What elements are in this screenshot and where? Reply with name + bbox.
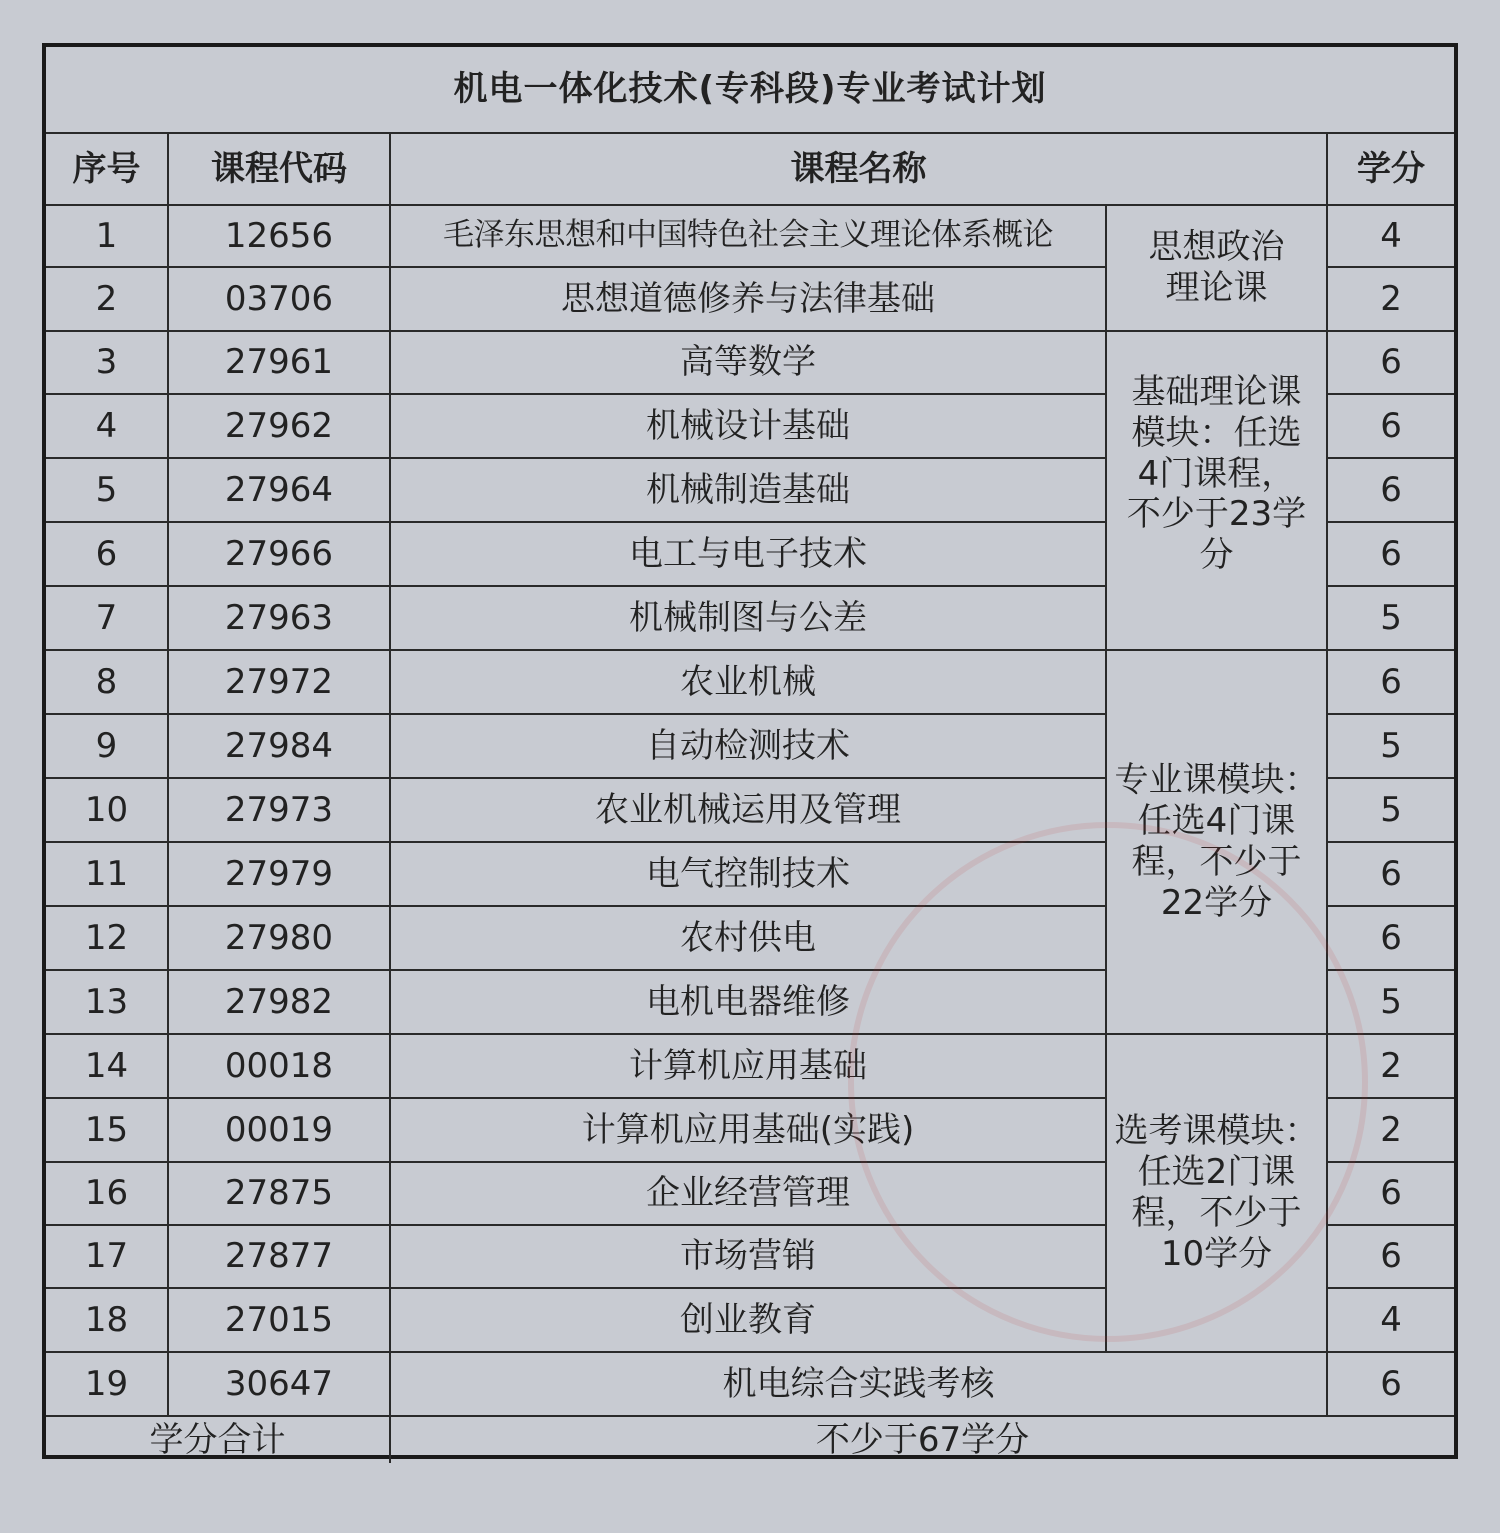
row-credit: 6	[1327, 331, 1454, 394]
module-major-line2: 任选4门课	[1137, 801, 1296, 842]
module-elective-line4: 10学分	[1160, 1233, 1273, 1274]
row-code: 30647	[168, 1352, 390, 1416]
module-basic-line5: 分	[1199, 535, 1234, 576]
table-row	[46, 1034, 1454, 1098]
module-major-line3: 程，不少于	[1131, 842, 1302, 882]
row-code: 27961	[168, 331, 390, 394]
row-code: 27962	[168, 394, 390, 458]
row-credit: 5	[1327, 714, 1454, 778]
module-elective-line2: 任选2门课	[1137, 1152, 1296, 1193]
header-seq: 序号	[46, 133, 168, 205]
row-name: 电机电器维修	[390, 970, 1106, 1034]
row-name: 机械制图与公差	[390, 586, 1106, 650]
row-seq: 17	[46, 1225, 168, 1288]
row-code: 27875	[168, 1162, 390, 1225]
exam-plan-table	[46, 47, 1454, 1463]
row-code: 12656	[168, 205, 390, 267]
row-seq: 11	[46, 842, 168, 906]
row-code: 27982	[168, 970, 390, 1034]
row-credit: 6	[1327, 1352, 1454, 1416]
module-basic	[1106, 331, 1327, 650]
row-seq: 14	[46, 1034, 168, 1098]
table-row	[46, 1352, 1454, 1416]
row-code: 27963	[168, 586, 390, 650]
row-credit: 5	[1327, 970, 1454, 1034]
row-code: 27015	[168, 1288, 390, 1352]
row-credit: 5	[1327, 778, 1454, 842]
row-seq: 8	[46, 650, 168, 714]
row-seq: 13	[46, 970, 168, 1034]
row-credit: 2	[1327, 267, 1454, 331]
row-code: 27984	[168, 714, 390, 778]
row-code: 27966	[168, 522, 390, 586]
row-code: 00018	[168, 1034, 390, 1098]
row-seq: 5	[46, 458, 168, 522]
total-label: 学分合计	[46, 1416, 390, 1463]
row-seq: 4	[46, 394, 168, 458]
row-credit: 6	[1327, 1225, 1454, 1288]
row-credit: 6	[1327, 842, 1454, 906]
row-credit: 6	[1327, 522, 1454, 586]
row-seq: 9	[46, 714, 168, 778]
module-political	[1106, 205, 1327, 331]
row-credit: 5	[1327, 586, 1454, 650]
row-credit: 6	[1327, 1162, 1454, 1225]
row-name: 计算机应用基础	[390, 1034, 1106, 1098]
row-name: 毛泽东思想和中国特色社会主义理论体系概论	[390, 205, 1106, 267]
row-credit: 4	[1327, 1288, 1454, 1352]
row-name: 农业机械	[390, 650, 1106, 714]
module-major-line1: 专业课模块：	[1114, 760, 1319, 801]
row-name: 企业经营管理	[390, 1162, 1106, 1225]
module-basic-line3: 4门课程，	[1137, 453, 1296, 494]
page-title: 机电一体化技术(专科段)专业考试计划	[46, 47, 1454, 133]
row-credit: 6	[1327, 650, 1454, 714]
module-elective-line1: 选考课模块：	[1114, 1111, 1319, 1152]
module-political-line1: 思想政治	[1148, 227, 1285, 268]
module-basic-line2: 模块：任选	[1131, 412, 1302, 453]
row-code: 27972	[168, 650, 390, 714]
row-credit: 6	[1327, 394, 1454, 458]
row-credit: 2	[1327, 1098, 1454, 1162]
header-code: 课程代码	[168, 133, 390, 205]
module-political-line2: 理论课	[1165, 268, 1268, 308]
module-major-line4: 22学分	[1160, 882, 1273, 923]
row-name: 农业机械运用及管理	[390, 778, 1106, 842]
row-credit: 2	[1327, 1034, 1454, 1098]
table-row	[46, 205, 1454, 267]
row-credit: 4	[1327, 205, 1454, 267]
row-credit: 6	[1327, 458, 1454, 522]
table-row	[46, 650, 1454, 714]
exam-plan-frame	[42, 43, 1458, 1459]
row-seq: 3	[46, 331, 168, 394]
row-code: 27964	[168, 458, 390, 522]
row-name: 自动检测技术	[390, 714, 1106, 778]
row-name: 计算机应用基础(实践)	[390, 1098, 1106, 1162]
row-name: 机械制造基础	[390, 458, 1106, 522]
row-code: 00019	[168, 1098, 390, 1162]
row-name: 市场营销	[390, 1225, 1106, 1288]
row-name: 机电综合实践考核	[390, 1352, 1327, 1416]
row-seq: 2	[46, 267, 168, 331]
row-code: 27979	[168, 842, 390, 906]
module-major	[1106, 650, 1327, 1034]
row-code: 03706	[168, 267, 390, 331]
row-seq: 19	[46, 1352, 168, 1416]
row-name: 电气控制技术	[390, 842, 1106, 906]
module-basic-line4: 不少于23学	[1126, 494, 1307, 535]
row-name: 高等数学	[390, 331, 1106, 394]
title-row	[46, 47, 1454, 133]
row-name: 电工与电子技术	[390, 522, 1106, 586]
row-seq: 6	[46, 522, 168, 586]
row-credit: 6	[1327, 906, 1454, 970]
row-code: 27980	[168, 906, 390, 970]
row-seq: 1	[46, 205, 168, 267]
row-name: 思想道德修养与法律基础	[390, 267, 1106, 331]
row-seq: 15	[46, 1098, 168, 1162]
row-seq: 16	[46, 1162, 168, 1225]
row-name: 创业教育	[390, 1288, 1106, 1352]
row-seq: 10	[46, 778, 168, 842]
row-seq: 12	[46, 906, 168, 970]
module-basic-line1: 基础理论课	[1131, 372, 1302, 412]
row-code: 27877	[168, 1225, 390, 1288]
header-credit: 学分	[1327, 133, 1454, 205]
table-row	[46, 331, 1454, 394]
row-name: 机械设计基础	[390, 394, 1106, 458]
module-elective-line3: 程，不少于	[1131, 1193, 1302, 1233]
header-name: 课程名称	[390, 133, 1327, 205]
total-row	[46, 1416, 1454, 1463]
module-elective	[1106, 1034, 1327, 1352]
total-value: 不少于67学分	[390, 1416, 1454, 1463]
row-seq: 18	[46, 1288, 168, 1352]
header-row	[46, 133, 1454, 205]
row-seq: 7	[46, 586, 168, 650]
row-name: 农村供电	[390, 906, 1106, 970]
row-code: 27973	[168, 778, 390, 842]
